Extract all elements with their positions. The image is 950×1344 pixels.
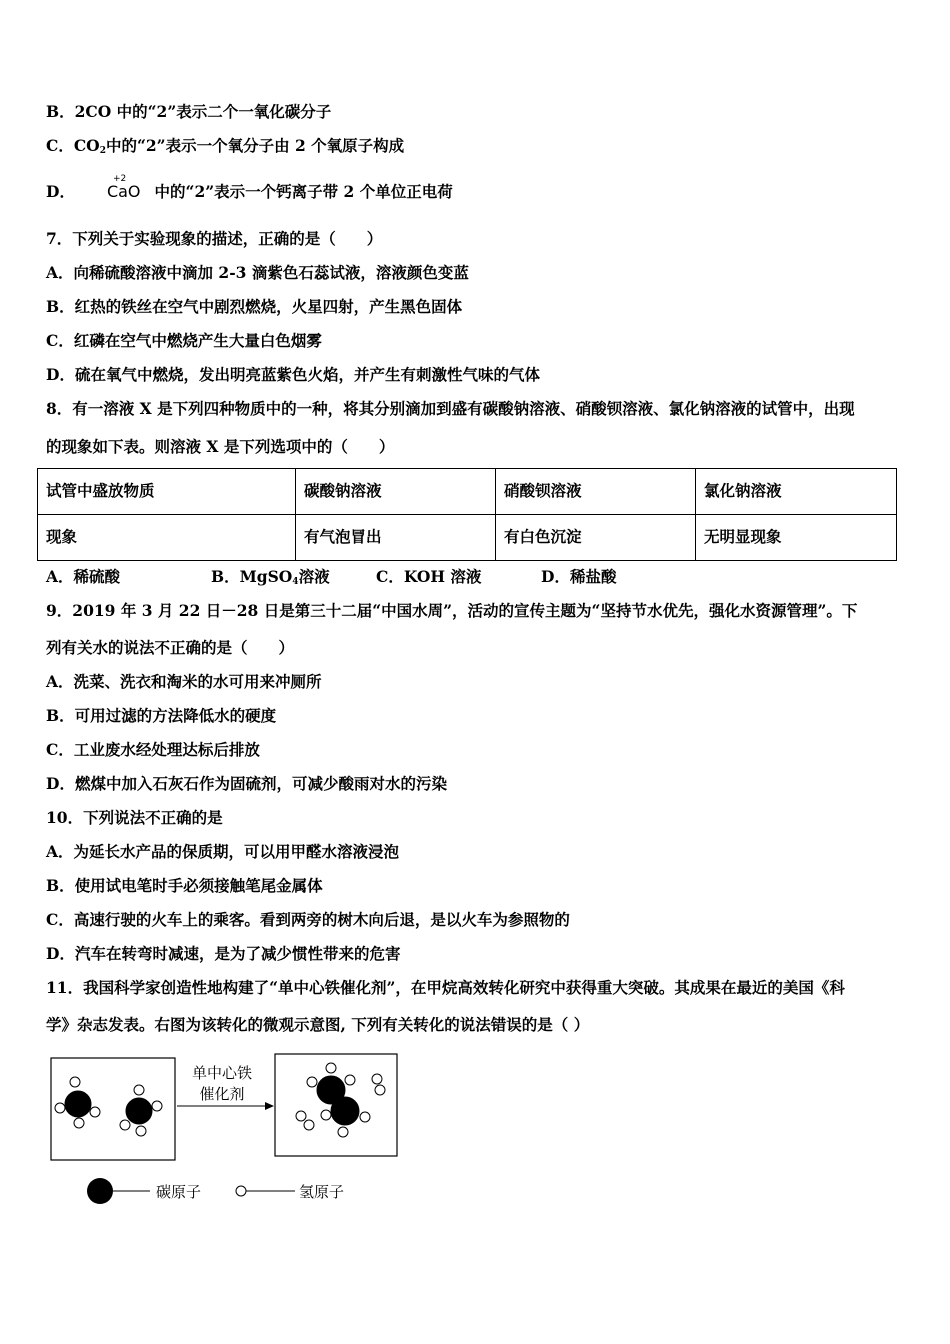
q8-option-b (211, 567, 376, 592)
q9-option-c: C．工业废水经处理达标后排放 (46, 740, 260, 759)
table-row (38, 469, 897, 515)
q11-stem-line1: 11．我国科学家创造性地构建了“单中心铁催化剂”，在甲烷高效转化研究中获得重大突破。其成果在最近的美国《科 (46, 978, 845, 997)
table-cell: 碳酸钠溶液 (296, 469, 496, 515)
q8-stem-line2: 的现象如下表。则溶液 X 是下列选项中的（ ） (46, 437, 395, 456)
q7-option-b: B．红热的铁丝在空气中剧烈燃烧，火星四射，产生黑色固体 (46, 297, 463, 316)
legend-hydrogen-label: 氢原子 (299, 1183, 345, 1201)
q6-c-subscript: 2 (99, 146, 106, 156)
q9-option-a: A．洗菜、洗衣和淘米的水可用来冲厕所 (46, 672, 322, 691)
q8-stem-line1: 8．有一溶液 X 是下列四种物质中的一种，将其分别滴加到盛有碳酸钠溶液、硝酸钡溶液、氯化钠溶液的试管中，出现 (46, 399, 855, 418)
hydrogen-molecule (372, 1074, 385, 1095)
q10-option-a: A．为延长水产品的保质期，可以用甲醛水溶液浸泡 (46, 842, 400, 861)
legend-hydrogen-dot (236, 1186, 246, 1196)
q9-stem-line2: 列有关水的说法不正确的是（ ） (46, 638, 295, 657)
q6-c-prefix: C．CO (46, 136, 100, 155)
q8-b-text: 溶液 (298, 567, 330, 586)
methane-molecule (120, 1085, 162, 1136)
methane-molecule (55, 1077, 100, 1128)
q8-b-subscript: 4 (292, 577, 299, 587)
q8-options (46, 567, 616, 592)
valence-mark: +2 (112, 174, 127, 184)
q10-option-b: B．使用试电笔时手必须接触笔尾金属体 (46, 876, 323, 895)
table-cell: 现象 (38, 515, 296, 561)
q7-stem: 7．下列关于实验现象的描述，正确的是（ ） (46, 229, 383, 248)
q7-option-d: D．硫在氧气中燃烧，发出明亮蓝紫色火焰，并产生有刺激性气味的气体 (46, 365, 540, 384)
q6-d-prefix: D． (46, 182, 75, 201)
q9-stem-line1: 9．2019 年 3 月 22 日－28 日是第三十二届“中国水周”，活动的宣传主题为“坚持节水优先，强化水资源管理”。下 (46, 601, 858, 620)
table-cell: 硝酸钡溶液 (496, 469, 696, 515)
table-cell: 试管中盛放物质 (38, 469, 296, 515)
table-cell: 氯化钠溶液 (696, 469, 897, 515)
q6-option-d (46, 174, 453, 202)
q11-stem-line2: 学》杂志发表。右图为该转化的微观示意图, 下列有关转化的说法错误的是（ ） (46, 1015, 590, 1034)
table-cell: 有气泡冒出 (296, 515, 496, 561)
table-row (38, 515, 897, 561)
arrow-label-bottom: 催化剂 (199, 1085, 245, 1103)
methane-conversion-figure (0, 1040, 950, 1220)
q8-option-a: A．稀硫酸 (46, 567, 121, 586)
q8-option-d: D．稀盐酸 (541, 567, 617, 586)
q9-option-b: B．可用过滤的方法降低水的硬度 (46, 706, 277, 725)
q8-option-c: C．KOH 溶液 (376, 567, 482, 586)
q7-option-c: C．红磷在空气中燃烧产生大量白色烟雾 (46, 331, 322, 350)
q6-d-text: 中的“2”表示一个钙离子带 2 个单位正电荷 (154, 182, 453, 201)
q8-b-prefix: B．MgSO (211, 567, 293, 586)
arrow-head (265, 1102, 274, 1110)
q10-option-c: C．高速行驶的火车上的乘客。看到两旁的树木向后退，是以火车为参照物的 (46, 910, 570, 929)
q9-option-d: D．燃煤中加入石灰石作为固硫剂，可减少酸雨对水的污染 (46, 774, 447, 793)
table-cell: 有白色沉淀 (496, 515, 696, 561)
q10-option-d: D．汽车在转弯时减速，是为了减少惯性带来的危害 (46, 944, 401, 963)
ethane-molecule (307, 1063, 370, 1137)
cao-formula (106, 174, 141, 202)
legend-carbon-label: 碳原子 (156, 1183, 202, 1201)
q6-c-text: 中的“2”表示一个氧分子由 2 个氧原子构成 (105, 136, 405, 155)
legend-carbon-dot (87, 1178, 113, 1204)
q6-option-b: B．2CO 中的“2”表示二个一氧化碳分子 (46, 102, 332, 121)
arrow-label-top: 单中心铁 (191, 1064, 253, 1082)
table-cell: 无明显现象 (696, 515, 897, 561)
hydrogen-molecule (296, 1111, 314, 1130)
q8-table (37, 468, 897, 561)
q10-stem: 10．下列说法不正确的是 (46, 808, 223, 827)
q6-option-c (46, 136, 404, 161)
formula-text: CaO (106, 182, 141, 201)
q7-option-a: A．向稀硫酸溶液中滴加 2-3 滴紫色石蕊试液，溶液颜色变蓝 (46, 263, 469, 282)
